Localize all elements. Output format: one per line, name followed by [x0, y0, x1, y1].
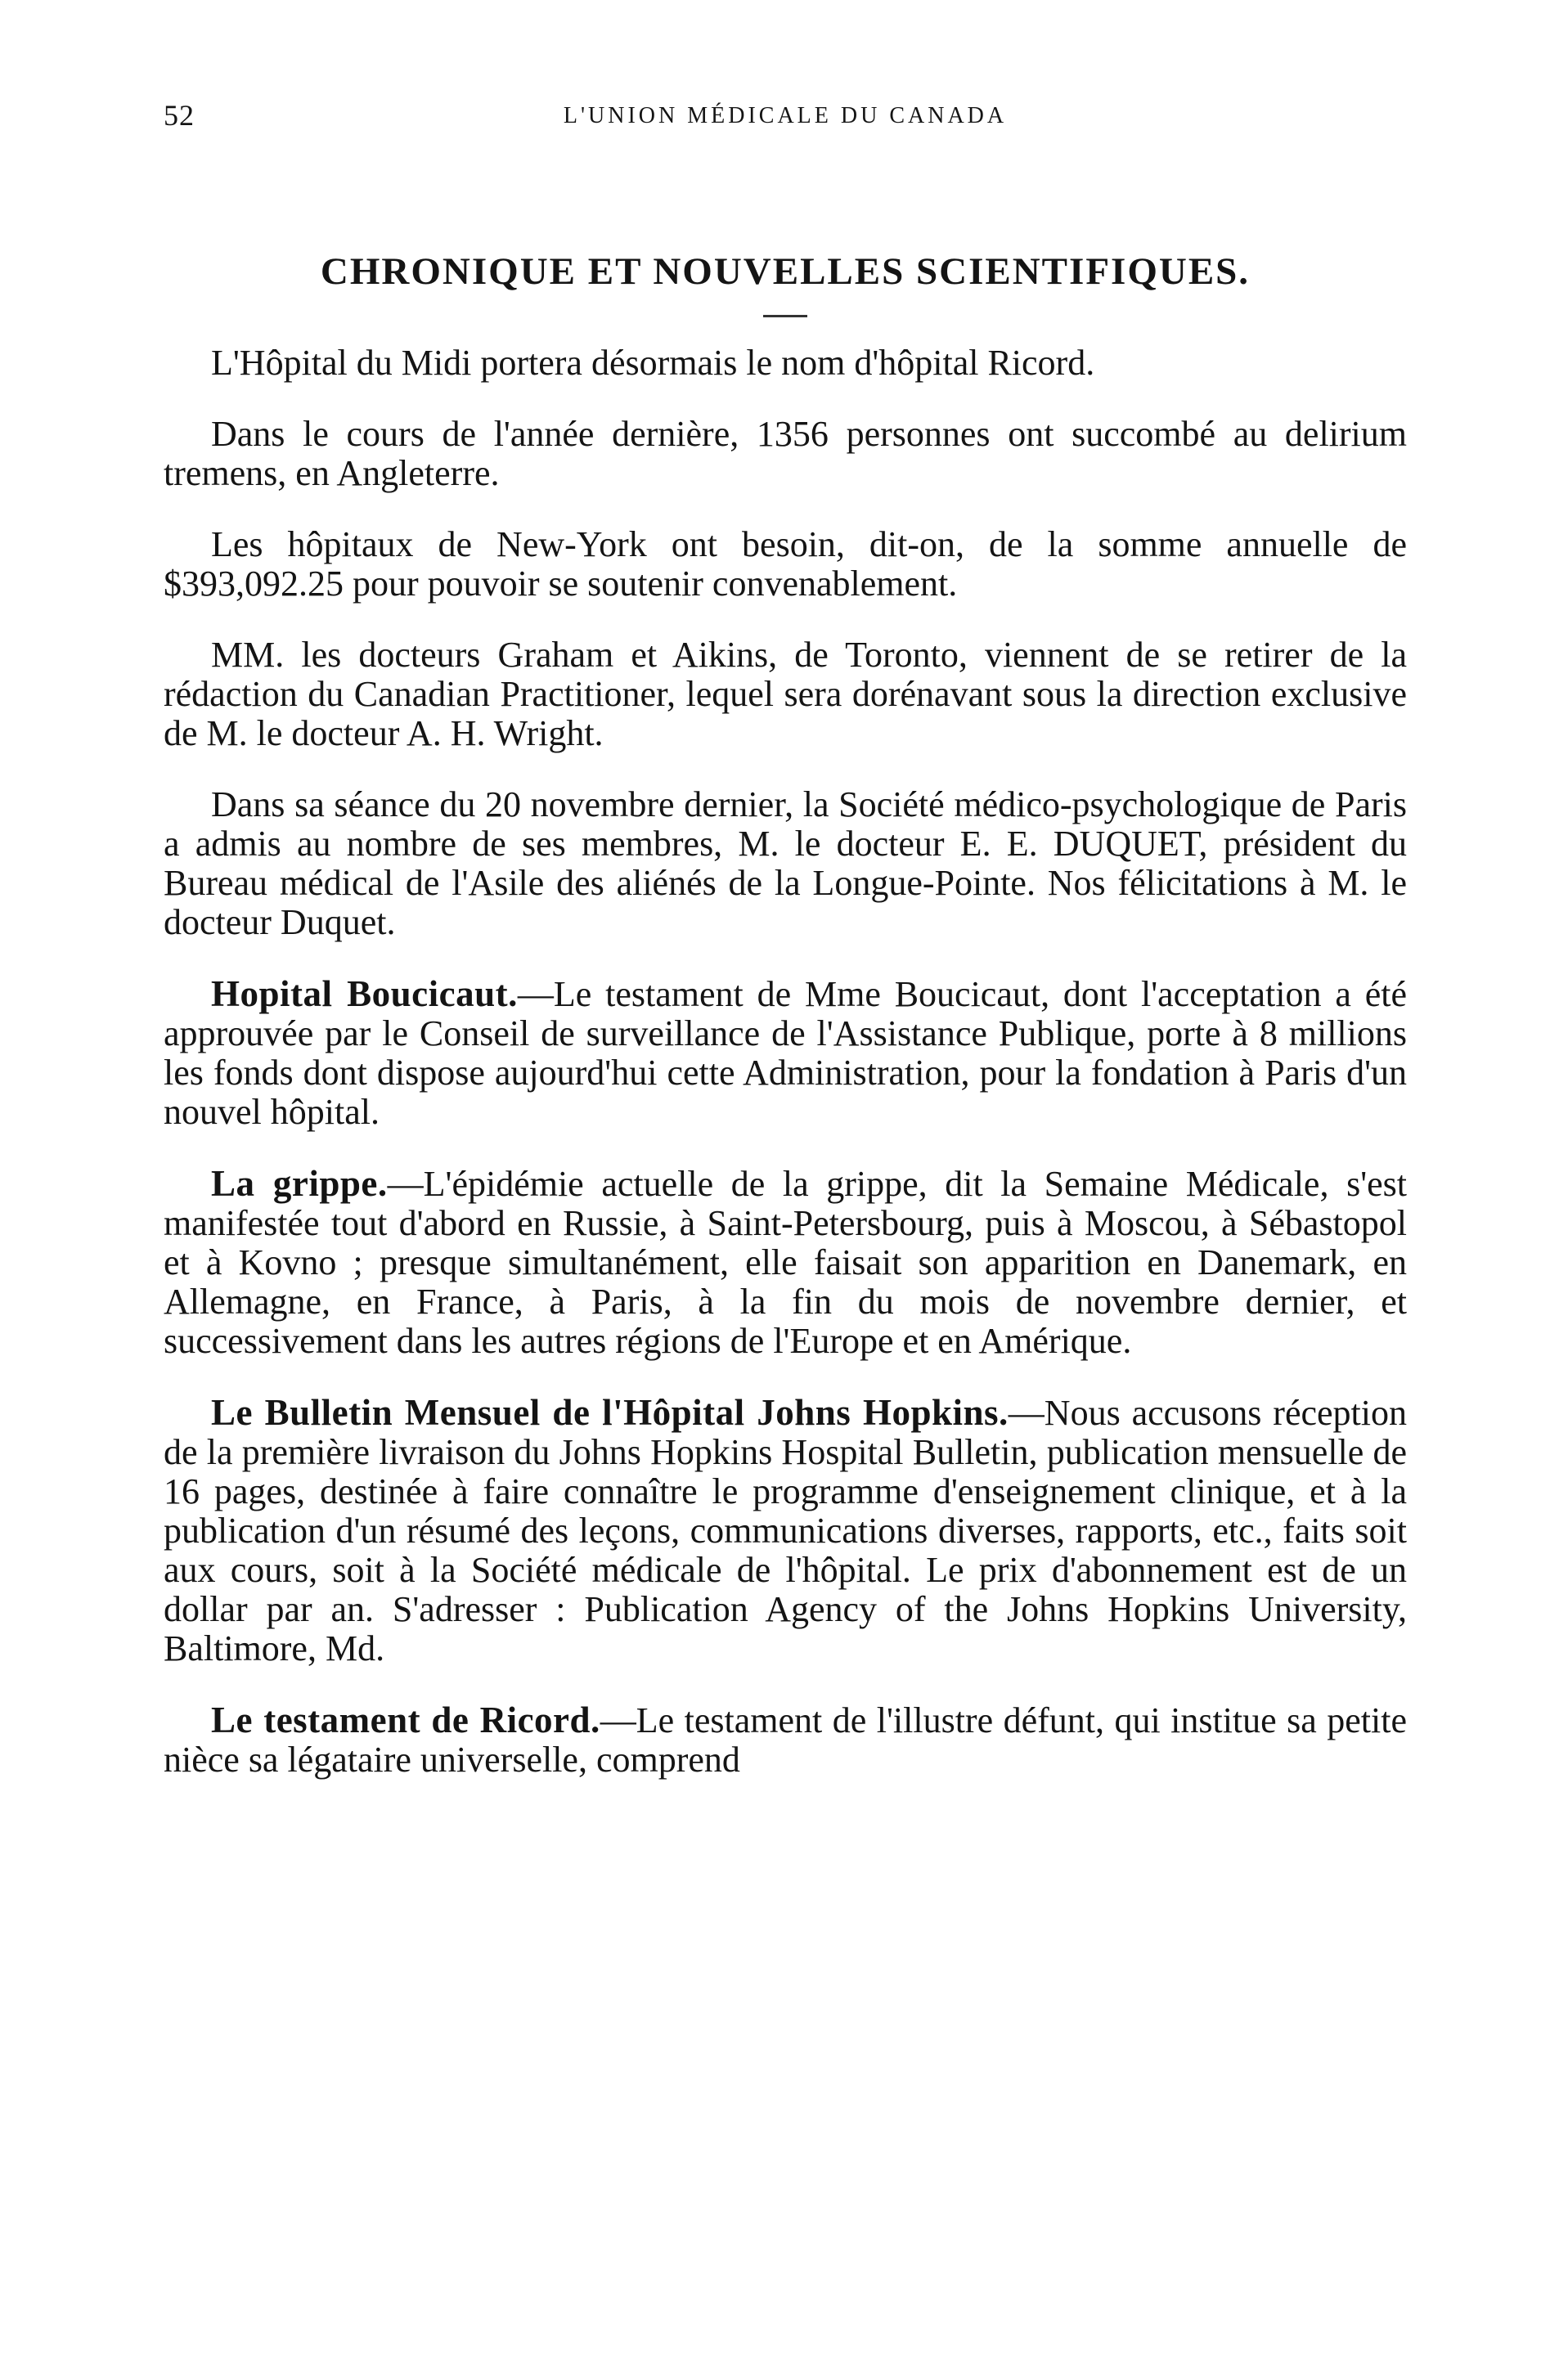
paragraph-hopital-boucicaut [164, 974, 1407, 1132]
run-in-heading: La grippe. [211, 1163, 388, 1204]
paragraph-canadian-practitioner [164, 635, 1407, 753]
paragraph-delirium-tremens [164, 415, 1407, 493]
journal-title: L'UNION MÉDICALE DU CANADA [563, 103, 1008, 128]
paragraph-la-grippe [164, 1164, 1407, 1361]
paragraph-text: MM. les docteurs Graham et Aikins, de Toronto, viennent de se retirer de la rédaction du Canadian Practitioner, lequel sera dorénavant sous la direction exclusive de M. le docteur A. H. Wright. [164, 635, 1407, 753]
paragraph-societe-medico-psychologique [164, 785, 1407, 942]
section-title: CHRONIQUE ET NOUVELLES SCIENTIFIQUES. [320, 250, 1251, 293]
run-in-heading: Le testament de Ricord. [211, 1700, 600, 1740]
paragraph-text: —Le testament de l'illustre défunt, qui institue sa petite nièce sa légataire universelle, comprend [164, 1700, 1408, 1780]
paragraph-hopital-du-midi [164, 344, 1407, 383]
paragraph-johns-hopkins-bulletin [164, 1393, 1407, 1668]
paragraph-text: Dans le cours de l'année dernière, 1356 personnes ont succombé au delirium tremens, en Angleterre. [164, 414, 1407, 493]
paragraph-text: Les hôpitaux de New-York ont besoin, dit-on, de la somme annuelle de $393,092.25 pour pouvoir se soutenir convenablement. [164, 524, 1407, 604]
running-head [164, 98, 1407, 164]
paragraph-text: —Le testament de Mme Boucicaut, dont l'acceptation a été approuvée par le Conseil de surveillance de l'Assistance Publique, porte à 8 millions les fonds dont dispose aujourd'hui cette Administration, pour la fondation à Paris d'un nouvel hôpital. [164, 974, 1407, 1132]
article-body [164, 344, 1407, 1780]
paragraph-text: —L'épidémie actuelle de la grippe, dit la Semaine Médicale, s'est manifestée tout d'abord en Russie, à Saint-Petersbourg, puis à Moscou, à Sébastopol et à Kovno ; presque simultanément, elle faisait son apparition en Danemark, en Allemagne, en France, à Paris, à la fin du mois de novembre dernier, et successivement dans les autres régions de l'Europe et en Amérique. [164, 1164, 1407, 1361]
book-page [164, 98, 1407, 1780]
page-number: 52 [164, 99, 195, 132]
paragraph-text: Dans sa séance du 20 novembre dernier, la Société médico-psychologique de Paris a admis au nombre de ses membres, M. le docteur E. E. DUQUET, président du Bureau médical de l'Asile des aliénés de la Longue-Pointe. Nos félicitations à M. le docteur Duquet. [164, 784, 1407, 942]
paragraph-hopitaux-new-york [164, 525, 1407, 604]
run-in-heading: Le Bulletin Mensuel de l'Hôpital Johns Hopkins. [211, 1392, 1009, 1433]
paragraph-testament-ricord [164, 1700, 1407, 1780]
title-rule [763, 315, 807, 317]
run-in-heading: Hopital Boucicaut. [211, 973, 518, 1014]
paragraph-text: —Nous accusons réception de la première livraison du Johns Hopkins Hospital Bulletin, publication mensuelle de 16 pages, destinée à faire connaître le programme d'enseignement clinique, et à la publication d'un résumé des leçons, communications diverses, rapports, etc., faits soit aux cours, soit à la Société médicale de l'hôpital. Le prix d'abonnement est de un dollar par an. S'adresser : Publication Agency of the Johns Hopkins University, Baltimore, Md. [164, 1393, 1407, 1668]
paragraph-text: L'Hôpital du Midi portera désormais le nom d'hôpital Ricord. [211, 343, 1095, 383]
